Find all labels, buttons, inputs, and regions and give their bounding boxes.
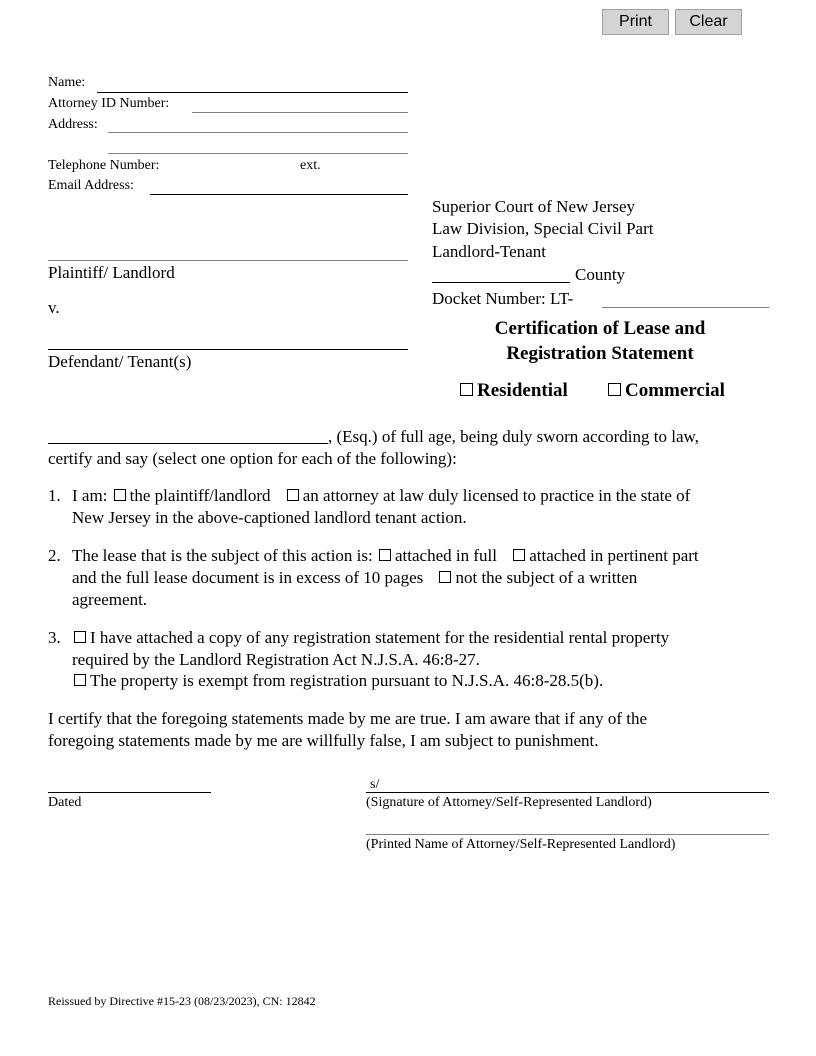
commercial-label: Commercial bbox=[625, 380, 725, 401]
certify-line1: I certify that the foregoing statements made by me are true. I am aware that if any of the bbox=[48, 709, 648, 728]
registration-attached-checkbox[interactable] bbox=[74, 631, 86, 643]
attached-full-label: attached in full bbox=[394, 546, 497, 565]
dated-label: Dated bbox=[48, 795, 82, 810]
defendant-field[interactable] bbox=[48, 329, 408, 350]
intro-line1: , (Esq.) of full age, being duly sworn according to law, bbox=[328, 427, 699, 446]
plaintiff-label: Plaintiff/ Landlord bbox=[48, 263, 175, 282]
attorney-label: an attorney at law duly licensed to practice in the state of bbox=[302, 486, 691, 505]
attorney-checkbox[interactable] bbox=[287, 489, 299, 501]
attached-full-checkbox[interactable] bbox=[379, 549, 391, 561]
residential-checkbox[interactable] bbox=[460, 383, 473, 396]
court-name: Superior Court of New Jersey bbox=[432, 197, 636, 216]
certifier-name-field[interactable] bbox=[48, 425, 328, 444]
item2-line3: agreement. bbox=[72, 590, 148, 609]
plaintiff-landlord-label: the plaintiff/landlord bbox=[129, 486, 271, 505]
form-title-line1: Certification of Lease and bbox=[494, 318, 706, 339]
email-label: Email Address: bbox=[48, 178, 134, 193]
clear-button[interactable]: Clear bbox=[675, 9, 742, 35]
attached-pertinent-checkbox[interactable] bbox=[513, 549, 525, 561]
not-written-checkbox[interactable] bbox=[439, 571, 451, 583]
county-label: County bbox=[575, 265, 626, 284]
footer-text: Reissued by Directive #15-23 (08/23/2023), CN: 12842 bbox=[48, 994, 316, 1008]
signature-field[interactable] bbox=[366, 774, 769, 793]
ext-field[interactable] bbox=[325, 158, 408, 173]
printed-name-label: (Printed Name of Attorney/Self-Represented Landlord) bbox=[366, 837, 676, 852]
docket-label: Docket Number: LT- bbox=[432, 289, 574, 308]
plaintiff-field[interactable] bbox=[48, 240, 408, 261]
exempt-checkbox[interactable] bbox=[74, 674, 86, 686]
item2-excess-text: and the full lease document is in excess of 10 pages bbox=[72, 568, 424, 587]
docket-number-field[interactable] bbox=[602, 289, 769, 308]
item2-line2 bbox=[72, 567, 637, 589]
telephone-label: Telephone Number: bbox=[48, 158, 160, 173]
name-label: Name: bbox=[48, 75, 86, 90]
court-division: Law Division, Special Civil Part bbox=[432, 219, 654, 238]
residential-option[interactable] bbox=[460, 378, 568, 403]
commercial-option[interactable] bbox=[608, 378, 725, 403]
court-part: Landlord-Tenant bbox=[432, 242, 546, 261]
intro-line2: certify and say (select one option for each of the following): bbox=[48, 449, 457, 468]
address-field-line1[interactable] bbox=[108, 117, 408, 133]
ext-label: ext. bbox=[300, 158, 321, 173]
registration-attached-label: I have attached a copy of any registration statement for the residential rental property bbox=[90, 628, 670, 647]
signature-label: (Signature of Attorney/Self-Represented Landlord) bbox=[366, 795, 652, 810]
item1-line2: New Jersey in the above-captioned landlord tenant action. bbox=[72, 508, 467, 527]
form-title bbox=[432, 316, 768, 366]
item3-line3 bbox=[74, 670, 603, 692]
email-field[interactable] bbox=[150, 178, 408, 195]
defendant-label: Defendant/ Tenant(s) bbox=[48, 352, 192, 371]
item1-number: 1. bbox=[48, 486, 61, 505]
not-written-label: not the subject of a written bbox=[455, 568, 638, 587]
item3-number: 3. bbox=[48, 628, 61, 647]
plaintiff-landlord-checkbox[interactable] bbox=[114, 489, 126, 501]
versus-text: v. bbox=[48, 298, 60, 317]
address-field-line2[interactable] bbox=[108, 138, 408, 154]
attached-pertinent-label: attached in pertinent part bbox=[529, 546, 699, 565]
dated-field[interactable] bbox=[48, 774, 211, 793]
item1-line1 bbox=[72, 485, 690, 507]
print-button[interactable]: Print bbox=[602, 9, 669, 35]
printed-name-field[interactable] bbox=[366, 816, 769, 835]
signature-prefix: s/ bbox=[370, 777, 380, 792]
item2-number: 2. bbox=[48, 546, 61, 565]
commercial-checkbox[interactable] bbox=[608, 383, 621, 396]
item1-lead: I am: bbox=[72, 486, 108, 505]
name-field[interactable] bbox=[97, 76, 408, 93]
item2-line1 bbox=[72, 545, 699, 567]
attorney-id-label: Attorney ID Number: bbox=[48, 96, 170, 111]
exempt-label: The property is exempt from registration pursuant to N.J.S.A. 46:8-28.5(b). bbox=[90, 671, 604, 690]
address-label: Address: bbox=[48, 117, 98, 132]
item3-line2: required by the Landlord Registration Act N.J.S.A. 46:8-27. bbox=[72, 650, 480, 669]
form-title-line2: Registration Statement bbox=[506, 343, 694, 364]
certify-line2: foregoing statements made by me are willfully false, I am subject to punishment. bbox=[48, 731, 599, 750]
residential-label: Residential bbox=[477, 380, 568, 401]
item3-line1 bbox=[74, 627, 669, 649]
county-field[interactable] bbox=[432, 264, 570, 283]
telephone-field[interactable] bbox=[180, 158, 295, 173]
attorney-id-field[interactable] bbox=[192, 97, 408, 113]
item2-lead: The lease that is the subject of this action is: bbox=[72, 546, 373, 565]
